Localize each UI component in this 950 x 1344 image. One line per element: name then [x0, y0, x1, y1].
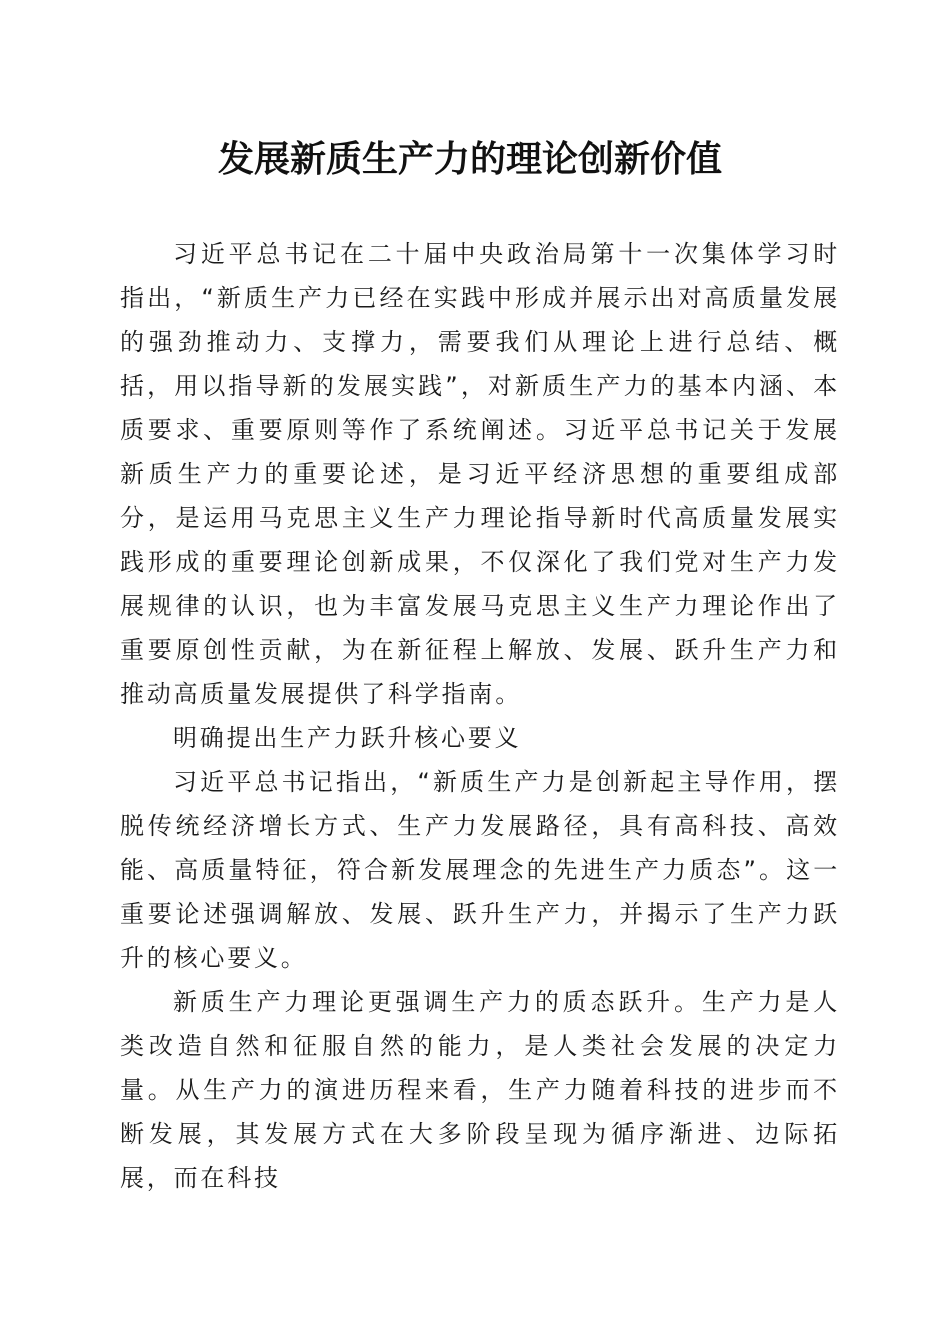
paragraph-quote: 习近平总书记指出，“新质生产力是创新起主导作用，摆脱传统经济增长方式、生产力发展路径，具有高科技、高效能、高质量特征，符合新发展理念的先进生产力质态”。这一重要论述强调解放、发展、跃升生产力，并揭示了生产力跃升的核心要义。	[120, 768, 841, 972]
section-heading: 明确提出生产力跃升核心要义	[173, 724, 522, 752]
paragraph-productivity: 新质生产力理论更强调生产力的质态跃升。生产力是人类改造自然和征服自然的能力，是人类社会发展的决定力量。从生产力的演进历程来看，生产力随着科技的进步而不断发展，其发展方式在大多阶段呈现为循序渐进、边际拓展，而在科技	[120, 988, 840, 1192]
document-title: 发展新质生产力的理论创新价值	[217, 138, 722, 180]
document-body	[120, 232, 840, 1200]
paragraph-intro: 习近平总书记在二十届中央政治局第十一次集体学习时指出，“新质生产力已经在实践中形成并展示出对高质量发展的强劲推动力、支撑力，需要我们从理论上进行总结、概括，用以指导新的发展实践”，对新质生产力的基本内涵、本质要求、重要原则等作了系统阐述。习近平总书记关于发展新质生产力的重要论述，是习近平经济思想的重要组成部分，是运用马克思主义生产力理论指导新时代高质量发展实践形成的重要理论创新成果，不仅深化了我们党对生产力发展规律的认识，也为丰富发展马克思主义生产力理论作出了重要原创性贡献，为在新征程上解放、发展、跃升生产力和推动高质量发展提供了科学指南。	[120, 240, 841, 708]
